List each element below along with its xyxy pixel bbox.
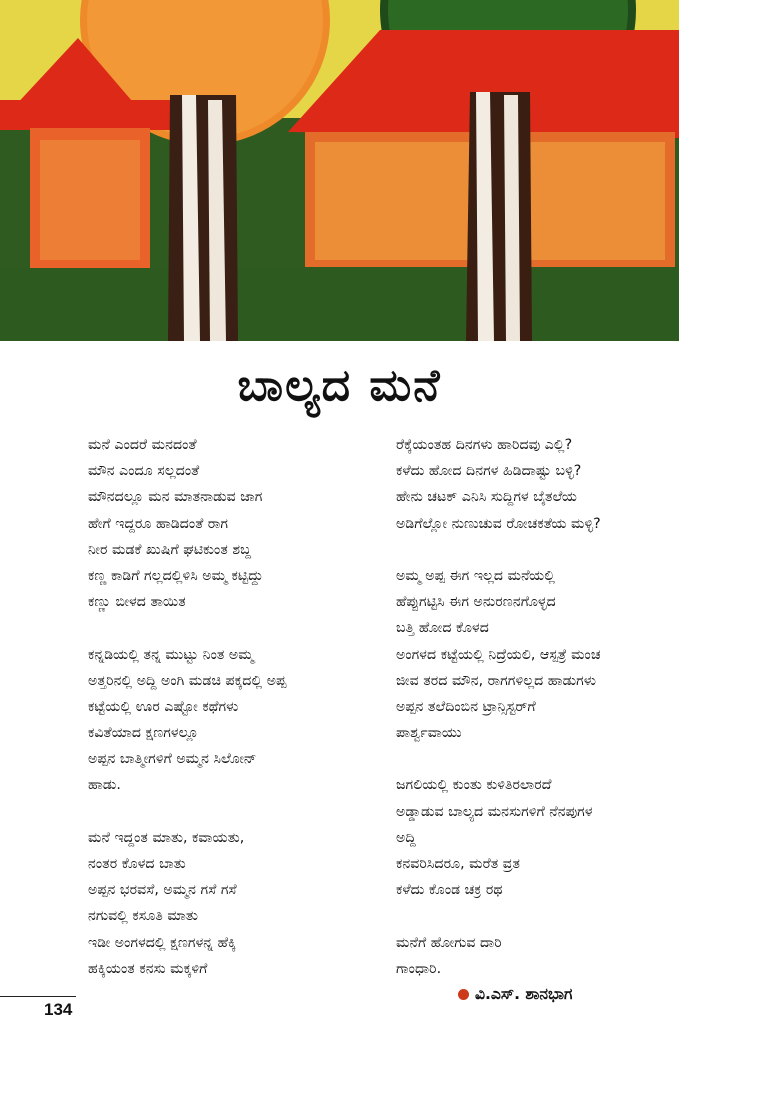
two-trees-houses-painting-icon: [0, 0, 679, 341]
poem-line: ಹೆಪ್ಪುಗಟ್ಟಿಸಿ ಈಗ ಅನುರಣನಗೊಳ್ಳದ: [396, 594, 556, 611]
bullet-dot-icon: [458, 989, 469, 1000]
poem-line: ಜಗಲಿಯಲ್ಲಿ ಕುಂತು ಕುಳಿತಿರಲಾರದೆ: [396, 777, 552, 794]
poem-line: ಕನ್ನಡಿಯಲ್ಲಿ ತನ್ನ ಮುಟ್ಟು ನಿಂತ ಅಮ್ಮ: [88, 646, 254, 663]
poem-line: ರೆಕ್ಕೆಯಂತಹ ದಿನಗಳು ಹಾರಿದವು ಎಲ್ಲಿ?: [396, 437, 573, 453]
stanza: [396, 563, 686, 746]
poem-line: ಕಟ್ಟೆಯಲ್ಲಿ ಊರ ಎಷ್ಟೋ ಕಥೆಗಳು: [88, 698, 239, 715]
poem-line: ನೀರ ಮಡಕೆ ಖುಷಿಗೆ ಘಟಿಕುಂತ ಶಬ್ದ: [88, 541, 252, 558]
poem-line: ಅಮ್ಮ ಅಪ್ಪ ಈಗ ಇಲ್ಲದ ಮನೆಯಲ್ಲಿ: [396, 567, 556, 584]
poem-left-column: [88, 432, 388, 982]
poem-line: ನಗುವಲ್ಲಿ ಕಸೂತಿ ಮಾತು: [88, 908, 198, 925]
poem-line: ಅದ್ದಿ: [396, 829, 416, 846]
poem-line: ಮನೆ ಎಂದರೆ ಮನದಂತೆ: [88, 437, 197, 453]
poem-line: ಪಾರ್ಶ್ವವಾಯು: [396, 725, 462, 742]
poem-line: ಕವಿತೆಯಾದ ಕ್ಷಣಗಳಲ್ಲೂ: [88, 725, 199, 742]
poem-line: ಹಾಡು.: [88, 777, 121, 794]
poem-line: ಅಪ್ಪನ ಬಾತ್ಮೀಗಳಿಗೆ ಅಮ್ಮನ ಸಿಲೋನ್: [88, 751, 257, 768]
stanza: [396, 772, 686, 903]
poem-title: ಬಾಲ್ಯದ ಮನೆ: [237, 360, 442, 411]
poem-right-column: [396, 432, 686, 982]
poem-line: ಅತ್ತರಿನಲ್ಲಿ ಅದ್ದಿ ಅಂಗಿ ಮಡಚಿ ಪಕ್ಕದಲ್ಲಿ ಅಪ್ಪ: [88, 672, 287, 689]
poem-line: ಕಳೆದು ಕೊಂಡ ಚಕ್ರ ರಥ: [396, 882, 503, 899]
page-number-rule: [0, 996, 76, 997]
poem-line: ಹಕ್ಕಿಯಂತ ಕನಸು ಮಕ್ಕಳಿಗೆ: [88, 960, 208, 977]
stanza: [396, 930, 686, 982]
poem-line: ಬತ್ತಿ ಹೋದ ಕೊಳದ: [396, 620, 489, 637]
author-credit: [458, 985, 572, 1004]
poem-line: ಅಡ್ಡಾಡುವ ಬಾಲ್ಯದ ಮನಸುಗಳಿಗೆ ನೆನಪುಗಳ: [396, 803, 593, 820]
poem-line: ಕಳೆದು ಹೋದ ದಿನಗಳ ಹಿಡಿದಾಷ್ಟು ಬಳ್ಳಿ?: [396, 463, 582, 480]
poem-line: ಅಪ್ಪನ ಭರವಸೆ, ಅಮ್ಮನ ಗಸೆ ಗಸೆ: [88, 882, 237, 899]
poem-line: ಕಣ್ಣು ಬೀಳದ ತಾಯಿತ: [88, 594, 186, 611]
poem-line: ಅಡಿಗೆಲ್ಲೋ ನುಣುಚುವ ರೋಚಕತೆಯ ಮಳ್ಳಿ?: [396, 515, 601, 532]
poem-line: ಮೌನ ಎಂದೂ ಸಲ್ಲದಂತೆ: [88, 463, 200, 480]
poem-line: ಗಾಂಧಾರಿ.: [396, 960, 442, 977]
poem-line: ಮೌನದಲ್ಲೂ ಮನ ಮಾತನಾಡುವ ಜಾಗ: [88, 489, 263, 506]
stanza: [88, 825, 388, 982]
page-number: 134: [44, 1000, 73, 1019]
poem-line: ಹೇನು ಚಟಕ್ ಎನಿಸಿ ಸುದ್ದಿಗಳ ಬೈತಲೆಯ: [396, 489, 578, 506]
poem-line: ನಂತರ ಕೊಳದ ಬಾತು: [88, 856, 186, 872]
poem-line: ಹೇಗೆ ಇದ್ದರೂ ಹಾಡಿದಂತೆ ರಾಗ: [88, 515, 228, 532]
poem-line: ಮನೆ ಇದ್ದಂತ ಮಾತು, ಕವಾಯತು,: [88, 829, 245, 846]
poem-line: ಕನವರಿಸಿದರೂ, ಮರೆತ ವ್ರತ: [396, 856, 520, 872]
author-name: ವಿ.ಎಸ್. ಶಾನಭಾಗ: [475, 985, 573, 1003]
stanza: [88, 432, 388, 615]
stanza: [88, 642, 388, 799]
poem-line: ಜೀವ ತರದ ಮೌನ, ರಾಗಗಳಿಲ್ಲದ ಹಾಡುಗಳು: [396, 672, 597, 689]
stanza: [396, 432, 686, 537]
poem-line: ಮನೆಗೆ ಹೋಗುವ ದಾರಿ: [396, 934, 502, 951]
poem-line: ಇಡೀ ಅಂಗಳದಲ್ಲಿ ಕ್ಷಣಗಳನ್ನ ಹೆಕ್ಕಿ: [88, 934, 236, 951]
poem-line: ಕಣ್ಣ ಕಾಡಿಗೆ ಗಲ್ಲದಲ್ಲಿಳಿಸಿ ಅಮ್ಮ ಕಟ್ಟಿದ್ದು: [88, 567, 264, 584]
poem-line: ಅಪ್ಪನ ತಲೆದಿಂಬಿನ ಟ್ರಾನ್ಸಿಸ್ಟರ್‌ಗೆ: [396, 698, 536, 715]
header-illustration: [0, 0, 679, 341]
poem-line: ಅಂಗಳದ ಕಟ್ಟೆಯಲ್ಲಿ ನಿದ್ರೆಯಲಿ, ಆಸ್ಪತ್ರೆ ಮಂಚ: [396, 646, 601, 663]
